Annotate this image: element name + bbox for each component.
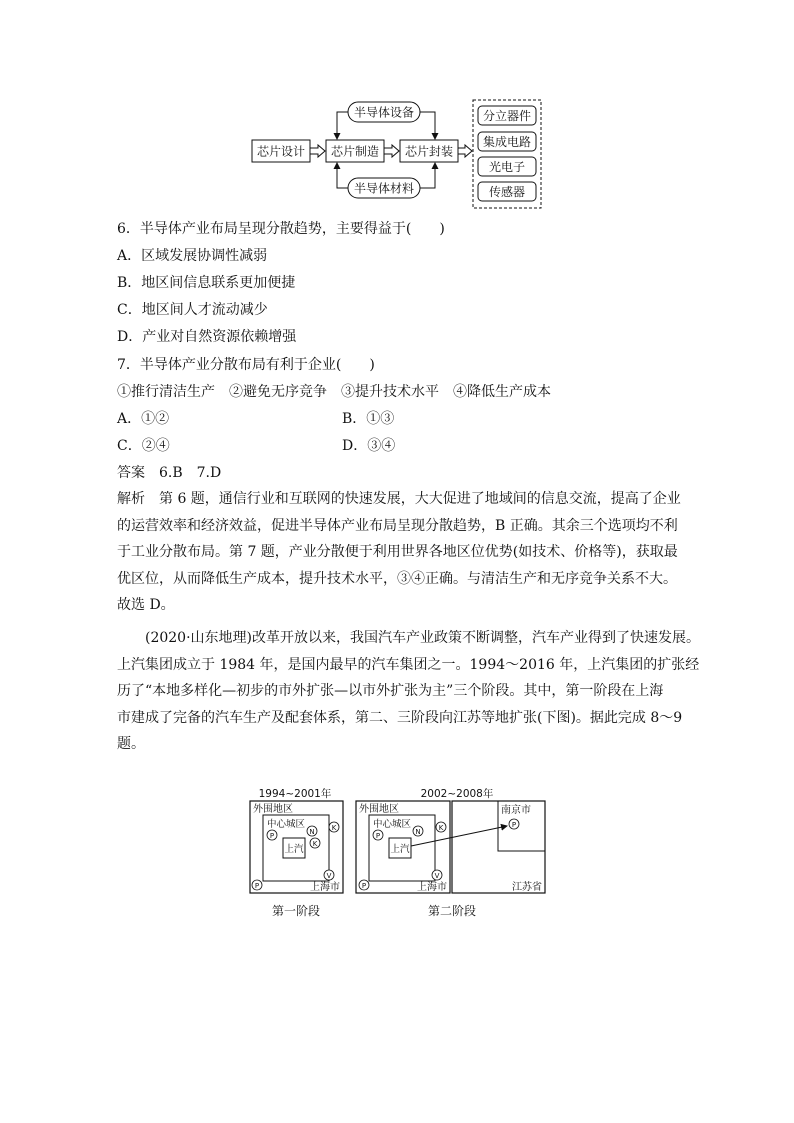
stage2-marker-p-inner-label: P	[375, 832, 381, 840]
analysis-line-2: 的运营效率和经济效益，促进半导体产业布局呈现分散趋势，B 正确。其余三个选项均不利	[117, 517, 678, 534]
stage1-outer-label: 外围地区	[253, 804, 293, 815]
passage-line-3: 历了“本地多样化—初步的市外扩张—以市外扩张为主”三个阶段。其中，第一阶段在上海	[117, 683, 664, 699]
passage-line-1: (2020·山东地理)改革开放以来，我国汽车产业政策不断调整，汽车产业得到了快速发展。	[145, 630, 701, 646]
product-label-4: 传感器	[488, 185, 526, 199]
question-6-option-c: C．地区间人才流动减少	[117, 302, 268, 318]
question-7-stem: 7．半导体产业分散布局有利于企业( )	[117, 357, 375, 373]
semiconductor-materials-label: 半导体材料	[353, 181, 415, 196]
product-label-3: 光电子	[488, 160, 526, 174]
passage-paragraph	[117, 625, 701, 758]
question-7-option-c: C．②④	[117, 438, 170, 454]
stage1-marker-n-label: N	[309, 828, 315, 836]
semiconductor-equipment-label: 半导体设备	[353, 105, 415, 120]
analysis-line-4: 优区位，从而降低生产成本，提升技术水平，③④正确。与清洁生产和无序竞争关系不大。	[117, 570, 677, 587]
equipment-to-package-line	[420, 112, 435, 139]
stage1-caption: 第一阶段	[272, 904, 321, 918]
stage1-marker-v-label: V	[326, 872, 332, 880]
stage2-outer-label: 外围地区	[359, 804, 399, 815]
product-label-1: 分立器件	[482, 109, 532, 123]
chip-package-label: 芯片封装	[404, 144, 454, 159]
chip-manufacture-label: 芯片制造	[330, 144, 380, 159]
stage2-center-label: 中心城区	[373, 819, 412, 830]
stage1-marker-k-outer-label: K	[331, 824, 337, 832]
question-7-items: ①推行清洁生产 ②避免无序竞争 ③提升技术水平 ④降低生产成本	[117, 384, 551, 400]
stage2-hq-label: 上汽	[390, 844, 410, 855]
stage2-marker-p-outer-label: P	[361, 882, 367, 890]
analysis-paragraph	[117, 486, 679, 619]
materials-to-package-line	[420, 163, 435, 188]
passage-line-4: 市建成了完备的汽车生产及配套体系，第二、三阶段向江苏等地扩张(下图)。据此完成 8～9	[117, 709, 683, 726]
stage1-hq-label: 上汽	[284, 844, 304, 855]
nanjing-city-label: 南京市	[501, 805, 531, 816]
chip-design-label: 芯片设计	[256, 144, 306, 159]
semiconductor-flow-diagram	[244, 96, 544, 211]
stage2-marker-v-label: V	[434, 872, 440, 880]
analysis-line-3: 于工业分散布局。第 7 题，产业分散便于利用世界各地区位优势(如技术、价格等)，获取最	[117, 544, 678, 560]
stage2-marker-n-label: N	[415, 828, 421, 836]
stage1-marker-k-inner-label: K	[312, 840, 318, 848]
arrow-package-to-products	[458, 145, 472, 157]
stage1-center-label: 中心城区	[267, 819, 306, 830]
passage-line-2: 上汽集团成立于 1984 年，是国内最早的汽车集团之一。1994～2016 年，上汽集团的扩张经	[117, 656, 700, 673]
arrow-manufacture-to-package	[384, 145, 399, 157]
analysis-line-1: 解析 第 6 题，通信行业和互联网的快速发展，大大促进了地域间的信息交流，提高了企业	[117, 491, 681, 507]
answer-line: 答案 6.B 7.D	[117, 465, 222, 481]
stage2-city-label: 上海市	[417, 882, 447, 893]
materials-to-manufacture-line	[337, 163, 348, 188]
stage2-period: 2002~2008年	[420, 788, 494, 800]
question-6-option-a: A．区域发展协调性减弱	[117, 248, 268, 264]
stage1-period: 1994~2001年	[258, 788, 332, 800]
question-6-stem: 6．半导体产业布局呈现分散趋势，主要得益于( )	[117, 221, 445, 237]
jiangsu-province-label: 江苏省	[512, 882, 542, 893]
stage2-caption: 第二阶段	[428, 904, 477, 918]
question-7-option-b: B．①③	[342, 411, 395, 427]
stage1-marker-p-inner-label: P	[269, 832, 275, 840]
stage1-marker-p-outer-label: P	[254, 882, 260, 890]
equipment-to-manufacture-line	[337, 112, 348, 139]
stage1-city-label: 上海市	[310, 882, 340, 893]
analysis-line-5: 故选 D。	[117, 597, 175, 613]
arrow-design-to-manufacture	[310, 145, 325, 157]
question-7-option-d: D．③④	[342, 438, 396, 454]
question-7-option-a: A．①②	[117, 411, 170, 427]
nanjing-marker-p-label: P	[511, 821, 517, 829]
stage2-marker-k-outer-label: K	[438, 824, 444, 832]
expansion-arrow	[411, 826, 507, 846]
product-label-2: 集成电路	[482, 135, 532, 149]
question-6-option-d: D．产业对自然资源依赖增强	[117, 329, 297, 345]
passage-line-5: 题。	[117, 736, 145, 752]
saic-expansion-map-figure	[245, 786, 555, 896]
question-6-option-b: B．地区间信息联系更加便捷	[117, 275, 296, 291]
